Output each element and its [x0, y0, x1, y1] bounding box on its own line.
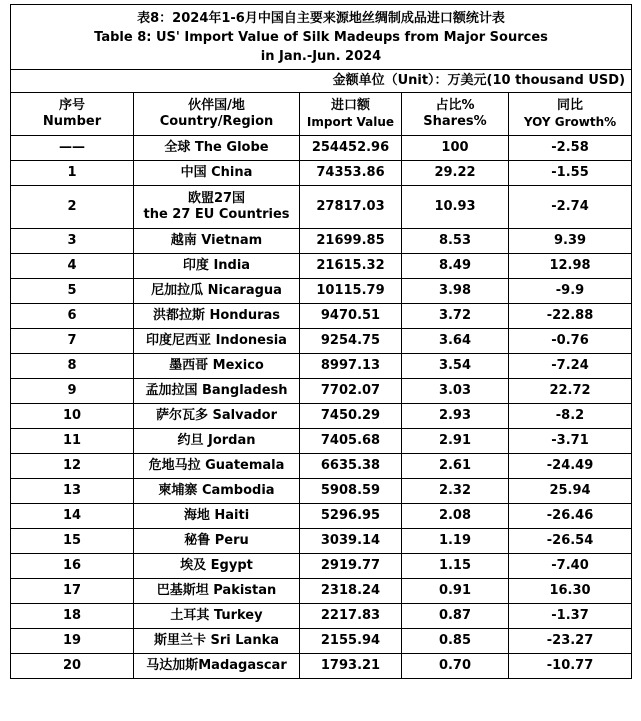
cell-yoy: -8.2 [509, 404, 632, 429]
header-yoy [509, 93, 632, 136]
table-row [11, 504, 632, 529]
cell-import-value: 7450.29 [300, 404, 402, 429]
cell-import-value: 6635.38 [300, 454, 402, 479]
cell-share: 100 [402, 136, 509, 161]
cell-import-value: 254452.96 [300, 136, 402, 161]
cell-share: 3.64 [402, 329, 509, 354]
cell-country: 印度 India [134, 254, 300, 279]
cell-number: 16 [11, 554, 134, 579]
cell-yoy: 22.72 [509, 379, 632, 404]
table-title-cn: 表8：2024年1-6月中国自主要来源地丝绸制成品进口额统计表 [137, 11, 505, 26]
cell-yoy: -1.55 [509, 161, 632, 186]
cell-import-value: 9254.75 [300, 329, 402, 354]
table-row [11, 229, 632, 254]
cell-import-value: 3039.14 [300, 529, 402, 554]
cell-import-value: 8997.13 [300, 354, 402, 379]
cell-country: 马达加斯Madagascar [134, 654, 300, 679]
table-row [11, 554, 632, 579]
table-row [11, 186, 632, 229]
cell-country: 尼加拉瓜 Nicaragua [134, 279, 300, 304]
cell-yoy: -1.37 [509, 604, 632, 629]
cell-share: 1.19 [402, 529, 509, 554]
cell-share: 0.85 [402, 629, 509, 654]
cell-share: 8.53 [402, 229, 509, 254]
cell-country: 巴基斯坦 Pakistan [134, 579, 300, 604]
cell-yoy: -26.54 [509, 529, 632, 554]
cell-yoy: -7.24 [509, 354, 632, 379]
cell-number: 3 [11, 229, 134, 254]
cell-import-value: 7702.07 [300, 379, 402, 404]
cell-yoy: -2.74 [509, 186, 632, 229]
cell-country: 约旦 Jordan [134, 429, 300, 454]
cell-yoy: -10.77 [509, 654, 632, 679]
cell-number: 4 [11, 254, 134, 279]
header-yoy-en: YOY Growth% [523, 115, 617, 129]
table-title-en-line2: in Jan.-Jun. 2024 [260, 49, 382, 64]
cell-share: 2.61 [402, 454, 509, 479]
header-country-cn: 伙伴国/地 [188, 98, 245, 113]
cell-number: 12 [11, 454, 134, 479]
cell-country: 海地 Haiti [134, 504, 300, 529]
cell-country: 埃及 Egypt [134, 554, 300, 579]
cell-yoy: -2.58 [509, 136, 632, 161]
cell-number: 13 [11, 479, 134, 504]
cell-yoy: -7.40 [509, 554, 632, 579]
cell-number: 11 [11, 429, 134, 454]
table-row [11, 254, 632, 279]
cell-country: 墨西哥 Mexico [134, 354, 300, 379]
cell-import-value: 2318.24 [300, 579, 402, 604]
cell-number: 8 [11, 354, 134, 379]
cell-yoy: -3.71 [509, 429, 632, 454]
header-shares [402, 93, 509, 136]
cell-import-value: 21615.32 [300, 254, 402, 279]
unit-note: 金额单位（Unit）：万美元(10 thousand USD) [11, 70, 632, 93]
cell-share: 3.54 [402, 354, 509, 379]
cell-number: 1 [11, 161, 134, 186]
cell-country: 萨尔瓦多 Salvador [134, 404, 300, 429]
cell-country: 秘鲁 Peru [134, 529, 300, 554]
cell-share: 1.15 [402, 554, 509, 579]
cell-yoy: -23.27 [509, 629, 632, 654]
cell-number: 10 [11, 404, 134, 429]
header-number-cn: 序号 [58, 98, 85, 113]
cell-number: 20 [11, 654, 134, 679]
cell-yoy: -9.9 [509, 279, 632, 304]
cell-country: 全球 The Globe [134, 136, 300, 161]
cell-number: 2 [11, 186, 134, 229]
table-row [11, 479, 632, 504]
table-row [11, 604, 632, 629]
table-title-en-line1: Table 8: US' Import Value of Silk Madeups from Major Sources [94, 30, 548, 45]
header-yoy-cn: 同比 [557, 98, 584, 113]
table-row [11, 161, 632, 186]
table-row [11, 654, 632, 679]
cell-share: 3.03 [402, 379, 509, 404]
cell-country [134, 186, 300, 229]
cell-yoy: 9.39 [509, 229, 632, 254]
cell-yoy: -0.76 [509, 329, 632, 354]
cell-number: 19 [11, 629, 134, 654]
cell-yoy: -24.49 [509, 454, 632, 479]
cell-yoy: 16.30 [509, 579, 632, 604]
cell-country-line1: 欧盟27国 [187, 191, 246, 206]
cell-country: 柬埔寨 Cambodia [134, 479, 300, 504]
cell-number: 14 [11, 504, 134, 529]
header-number [11, 93, 134, 136]
header-number-en: Number [42, 114, 102, 129]
table-row [11, 136, 632, 161]
header-value-en: Import Value [306, 115, 395, 129]
header-country-en: Country/Region [159, 114, 274, 129]
cell-yoy: -22.88 [509, 304, 632, 329]
cell-import-value: 9470.51 [300, 304, 402, 329]
cell-share: 8.49 [402, 254, 509, 279]
cell-import-value: 2155.94 [300, 629, 402, 654]
table-title [11, 5, 632, 70]
header-import-value [300, 93, 402, 136]
cell-number: —— [11, 136, 134, 161]
cell-share: 2.91 [402, 429, 509, 454]
cell-share: 2.32 [402, 479, 509, 504]
cell-yoy: 25.94 [509, 479, 632, 504]
cell-country: 土耳其 Turkey [134, 604, 300, 629]
cell-share: 0.87 [402, 604, 509, 629]
cell-share: 0.91 [402, 579, 509, 604]
cell-share: 0.70 [402, 654, 509, 679]
cell-import-value: 27817.03 [300, 186, 402, 229]
cell-share: 10.93 [402, 186, 509, 229]
cell-country: 孟加拉国 Bangladesh [134, 379, 300, 404]
cell-share: 2.08 [402, 504, 509, 529]
cell-number: 15 [11, 529, 134, 554]
cell-share: 29.22 [402, 161, 509, 186]
cell-number: 9 [11, 379, 134, 404]
table-row [11, 629, 632, 654]
cell-import-value: 7405.68 [300, 429, 402, 454]
cell-number: 18 [11, 604, 134, 629]
cell-import-value: 10115.79 [300, 279, 402, 304]
cell-yoy: -26.46 [509, 504, 632, 529]
cell-import-value: 2217.83 [300, 604, 402, 629]
cell-share: 2.93 [402, 404, 509, 429]
cell-number: 5 [11, 279, 134, 304]
cell-import-value: 74353.86 [300, 161, 402, 186]
cell-import-value: 2919.77 [300, 554, 402, 579]
table-row [11, 379, 632, 404]
cell-country: 危地马拉 Guatemala [134, 454, 300, 479]
cell-country: 中国 China [134, 161, 300, 186]
cell-number: 6 [11, 304, 134, 329]
cell-yoy: 12.98 [509, 254, 632, 279]
cell-country: 印度尼西亚 Indonesia [134, 329, 300, 354]
table-row [11, 279, 632, 304]
table-row [11, 404, 632, 429]
header-share-en: Shares% [423, 114, 487, 129]
table-row [11, 529, 632, 554]
cell-country-line2: the 27 EU Countries [143, 207, 290, 222]
cell-number: 7 [11, 329, 134, 354]
header-share-cn: 占比% [435, 98, 475, 113]
cell-country: 斯里兰卡 Sri Lanka [134, 629, 300, 654]
cell-country: 洪都拉斯 Honduras [134, 304, 300, 329]
table-row [11, 329, 632, 354]
header-value-cn: 进口额 [330, 98, 370, 113]
import-table-sheet [10, 4, 631, 679]
cell-number: 17 [11, 579, 134, 604]
cell-share: 3.72 [402, 304, 509, 329]
cell-country: 越南 Vietnam [134, 229, 300, 254]
import-value-table [10, 4, 632, 679]
cell-share: 3.98 [402, 279, 509, 304]
header-row [11, 93, 632, 136]
table-row [11, 304, 632, 329]
cell-import-value: 5908.59 [300, 479, 402, 504]
table-row [11, 454, 632, 479]
cell-import-value: 1793.21 [300, 654, 402, 679]
header-country [134, 93, 300, 136]
table-row [11, 429, 632, 454]
table-row [11, 579, 632, 604]
cell-import-value: 5296.95 [300, 504, 402, 529]
cell-import-value: 21699.85 [300, 229, 402, 254]
table-row [11, 354, 632, 379]
